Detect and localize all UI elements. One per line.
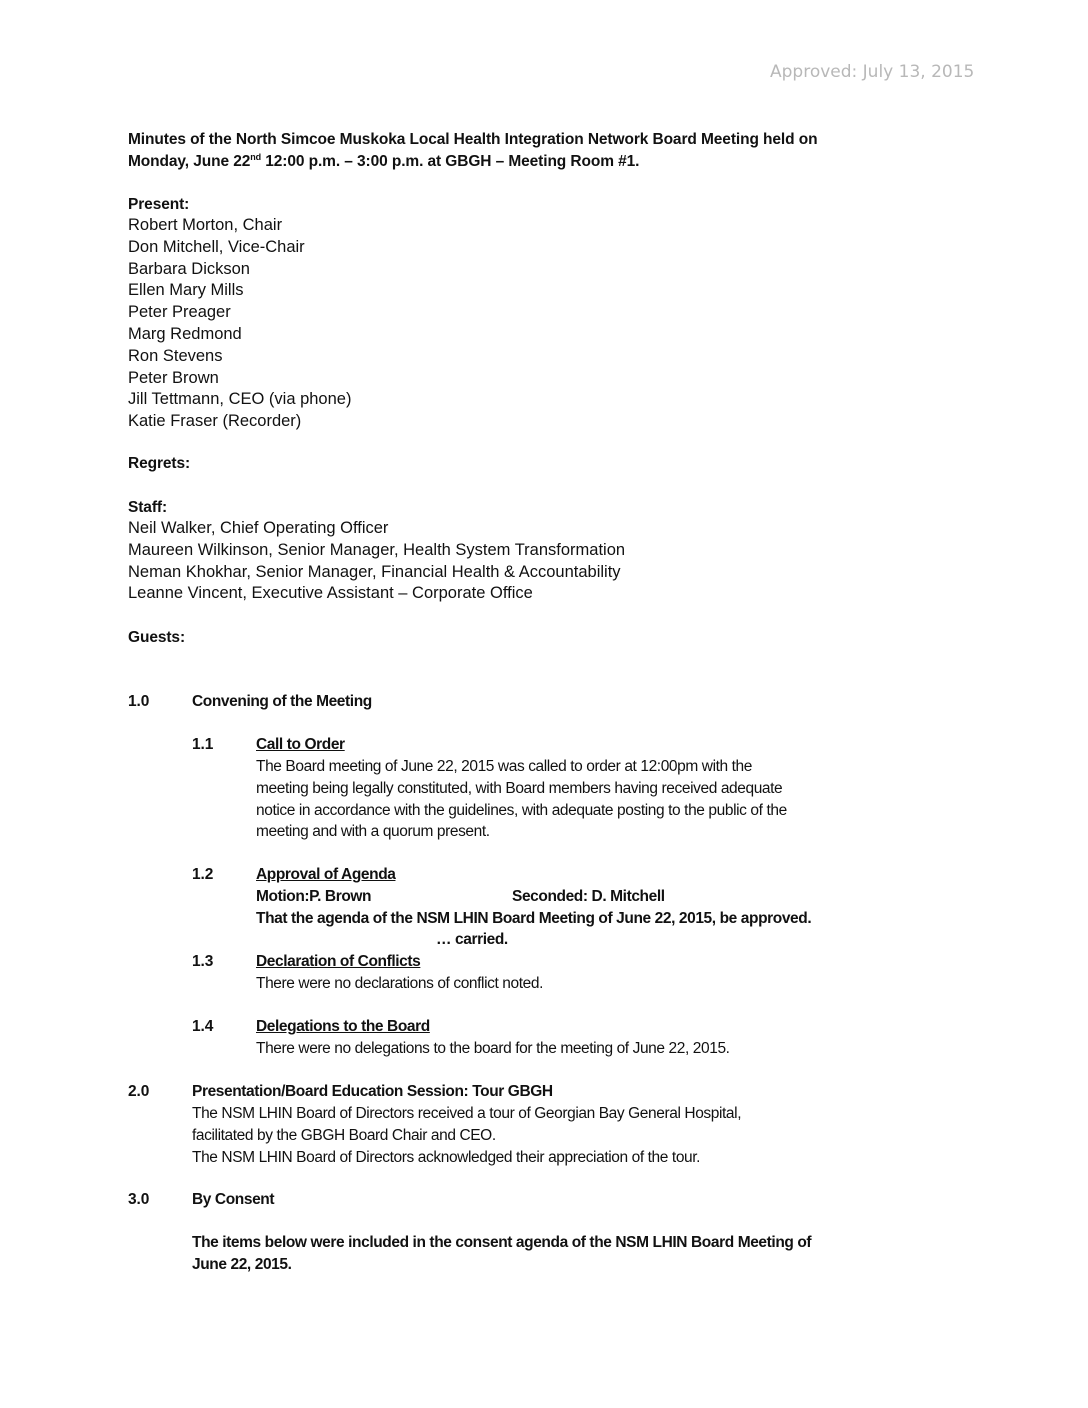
subsection-number: 1.4	[192, 1018, 214, 1035]
motion-resolution: That the agenda of the NSM LHIN Board Meeting of June 22, 2015, be approved.	[256, 910, 812, 927]
subsection-title: Delegations to the Board	[256, 1018, 430, 1035]
paragraph-line: notice in accordance with the guidelines, with adequate posting to the public of the	[256, 801, 787, 819]
minutes-title-line-2	[128, 151, 639, 173]
attendee: Peter Brown	[128, 368, 219, 387]
paragraph-line: The NSM LHIN Board of Directors acknowledged their appreciation of the tour.	[192, 1148, 701, 1166]
guests-heading: Guests:	[128, 629, 186, 646]
paragraph-line: meeting and with a quorum present.	[256, 823, 490, 841]
paragraph-line: The items below were included in the consent agenda of the NSM LHIN Board Meeting of	[192, 1234, 812, 1251]
title-date-suffix: nd	[250, 151, 262, 162]
staff-list	[128, 518, 625, 605]
present-list	[128, 215, 351, 433]
paragraph-line: June 22, 2015.	[192, 1255, 292, 1273]
staff-heading: Staff:	[128, 499, 168, 516]
section-title: By Consent	[192, 1191, 275, 1208]
regrets-heading: Regrets:	[128, 455, 191, 472]
section-title: Presentation/Board Education Session: Tour GBGH	[192, 1083, 553, 1100]
section-number: 2.0	[128, 1083, 150, 1100]
section-title: Convening of the Meeting	[192, 693, 372, 710]
attendee: Marg Redmond	[128, 324, 242, 343]
attendee: Jill Tettmann, CEO (via phone)	[128, 390, 352, 409]
attendee: Katie Fraser (Recorder)	[128, 412, 302, 431]
staff-member: Maureen Wilkinson, Senior Manager, Health System Transformation	[128, 540, 626, 559]
attendee: Robert Morton, Chair	[128, 216, 283, 234]
call-to-order-text	[256, 756, 787, 843]
attendee: Ellen Mary Mills	[128, 281, 244, 300]
subsection-title: Approval of Agenda	[256, 866, 396, 883]
attendee: Peter Preager	[128, 303, 231, 322]
title-time-location: 12:00 p.m. – 3:00 p.m. at GBGH – Meeting Room #1.	[261, 153, 640, 170]
title-date: Monday, June 22	[128, 153, 251, 170]
subsection-title: Call to Order	[256, 736, 345, 753]
motion-seconder: Seconded: D. Mitchell	[512, 888, 665, 905]
minutes-title-line-1: Minutes of the North Simcoe Muskoka Local Health Integration Network Board Meeting held on	[128, 131, 818, 148]
subsection-number: 1.1	[192, 736, 214, 753]
subsection-number: 1.2	[192, 866, 214, 883]
paragraph-line: facilitated by the GBGH Board Chair and CEO.	[192, 1126, 496, 1144]
conflicts-text: There were no declarations of conflict noted.	[256, 975, 544, 992]
motion-mover: Motion:P. Brown	[256, 888, 372, 905]
attendee: Ron Stevens	[128, 346, 223, 365]
paragraph-line: The Board meeting of June 22, 2015 was called to order at 12:00pm with the	[256, 758, 753, 775]
section-number: 1.0	[128, 693, 150, 710]
consent-text	[192, 1232, 811, 1276]
paragraph-line: meeting being legally constituted, with Board members having received adequate	[256, 779, 783, 797]
attendee: Barbara Dickson	[128, 259, 250, 278]
subsection-number: 1.3	[192, 953, 214, 970]
motion-carried: … carried.	[436, 931, 508, 948]
attendee: Don Mitchell, Vice-Chair	[128, 237, 305, 256]
paragraph-line: The NSM LHIN Board of Directors received a tour of Georgian Bay General Hospital,	[192, 1105, 742, 1122]
section-number: 3.0	[128, 1191, 150, 1208]
staff-member: Neman Khokhar, Senior Manager, Financial Health & Accountability	[128, 562, 621, 581]
subsection-title: Declaration of Conflicts	[256, 953, 421, 970]
staff-member: Leanne Vincent, Executive Assistant – Corporate Office	[128, 584, 533, 603]
delegations-text: There were no delegations to the board for the meeting of June 22, 2015.	[256, 1040, 730, 1057]
staff-member: Neil Walker, Chief Operating Officer	[128, 519, 389, 537]
approved-stamp: Approved: July 13, 2015	[770, 62, 975, 82]
tour-text	[192, 1103, 741, 1168]
present-heading: Present:	[128, 196, 190, 213]
